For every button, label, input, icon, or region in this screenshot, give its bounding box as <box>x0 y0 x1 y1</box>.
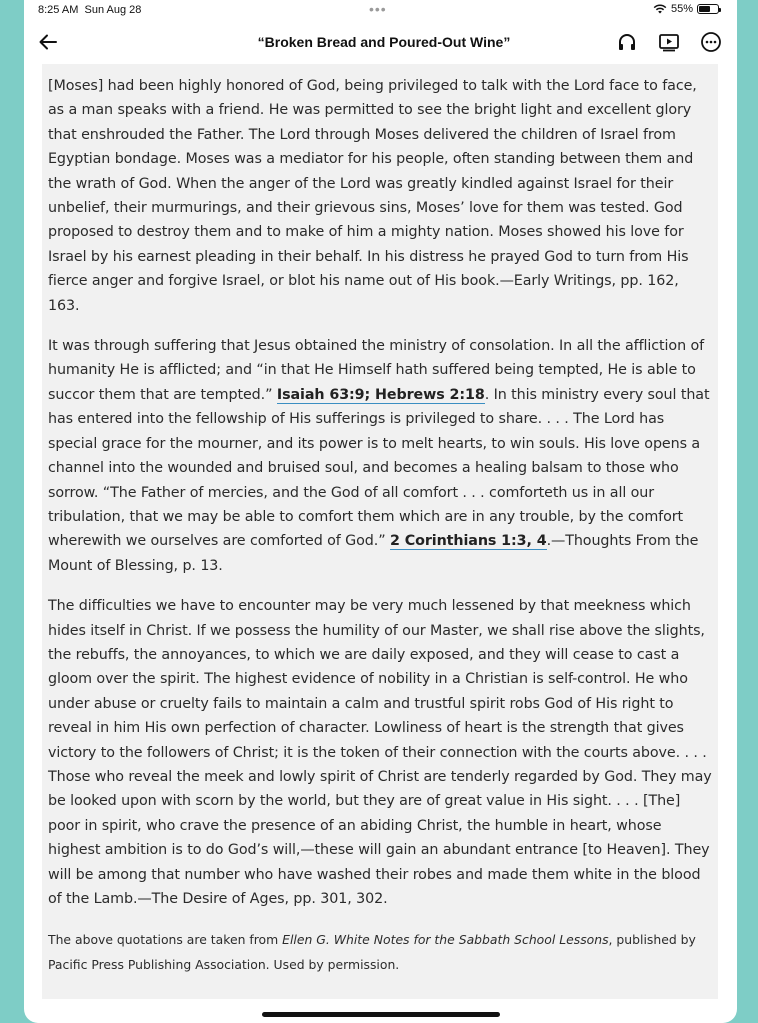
reading-content <box>42 64 718 999</box>
app-window <box>24 0 737 1023</box>
battery-icon <box>697 4 719 14</box>
scripture-link-isaiah-hebrews[interactable]: Isaiah 63:9; Hebrews 2:18 <box>276 386 485 403</box>
paragraph-text: . In this ministry every soul that has entered into the fellowship of His sufferings is privileged to share. . . . The Lord has special grace for the mourner, and its power is to melt hearts, to win souls. His love opens a channel into the wounded and bruised soul, and becomes a healing balsam to those who sorrow. “The Father of mercies, and the God of all comfort . . . comforteth us in all our tribulation, that we may be able to comfort them which are in any trouble, by the comfort wherewith we ourselves are comforted of God.” <box>48 386 710 550</box>
more-options-icon[interactable] <box>699 30 723 54</box>
headphones-icon[interactable] <box>615 30 639 54</box>
nav-actions <box>615 30 723 54</box>
paragraph-meekness: The difficulties we have to encounter may be very much lessened by that meekness which hides itself in Christ. If we possess the humility of our Master, we shall rise above the slights, the rebuffs, the annoyances, to which we are daily exposed, and they will cease to cast a gloom over the spirit. The highest evidence of nobility in a Christian is self-control. He who under abuse or cruelty fails to maintain a calm and trustful spirit robs God of His right to reveal in him His own perfection of character. Lowliness of heart is the strength that gives victory to the followers of Christ; it is the token of their connection with the courts above. . . . Those who reveal the meek and lowly spirit of Christ are tenderly regarded by God. They may be looked upon with scorn by the world, but they are of great value in His sight. . . . [The] poor in spirit, who crave the presence of an abiding Christ, the humble in heart, whose highest ambition is to do God’s will,—these will gain an abundant entrance [to Heaven]. They will be among that number who have washed their robes and made them white in the blood of the Lamb.—The Desire of Ages, pp. 301, 302. <box>48 598 712 907</box>
wifi-icon <box>653 4 667 14</box>
nav-bar <box>24 24 737 62</box>
paragraph-suffering <box>48 334 712 578</box>
status-bar <box>24 0 737 22</box>
attribution-note: The above quotations are taken from Ellen G. White Notes for the Sabbath School Lessons, published by Pacific Press Publishing Association. Used by permission. <box>48 932 696 973</box>
status-right <box>653 3 719 15</box>
book-title: Ellen G. White Notes for the Sabbath School Lessons <box>282 932 609 948</box>
page-title: “Broken Bread and Poured-Out Wine” <box>257 34 511 50</box>
battery-percent: 55% <box>670 3 693 15</box>
home-indicator[interactable] <box>262 1012 500 1017</box>
multitasking-dots[interactable]: ••• <box>369 1 387 17</box>
status-time: 8:25 AM Sun Aug 28 <box>38 4 142 16</box>
paragraph-text: It was through suffering that Jesus obtained the ministry of consolation. In all the affliction of humanity He is afflicted; and “in that He Himself hath suffered being tempted, He is able to succor them that are tempted.” <box>48 338 705 403</box>
scripture-link-2-corinthians[interactable]: 2 Corinthians 1:3, 4 <box>389 533 547 550</box>
paragraph-moses: [Moses] had been highly honored of God, being privileged to talk with the Lord face to face, as a man speaks with a friend. He was permitted to see the bright light and excellent glory that enshrouded the Father. The Lord through Moses delivered the children of Israel from Egyptian bondage. Moses was a mediator for his people, often standing between them and the wrath of God. When the anger of the Lord was greatly kindled against Israel for their unbelief, their murmurings, and their grievous sins, Moses’ love for them was tested. God proposed to destroy them and to make of him a mighty nation. Moses showed his love for Israel by his earnest pleading in their behalf. In his distress he prayed God to turn from His fierce anger and forgive Israel, or blot his name out of His book.—Early Writings, pp. 162, 163. <box>48 78 697 314</box>
paragraph-text: .—Thoughts From the Mount of Blessing, p. 13. <box>48 533 699 574</box>
video-play-icon[interactable] <box>657 30 681 54</box>
back-arrow-icon[interactable] <box>36 30 60 54</box>
